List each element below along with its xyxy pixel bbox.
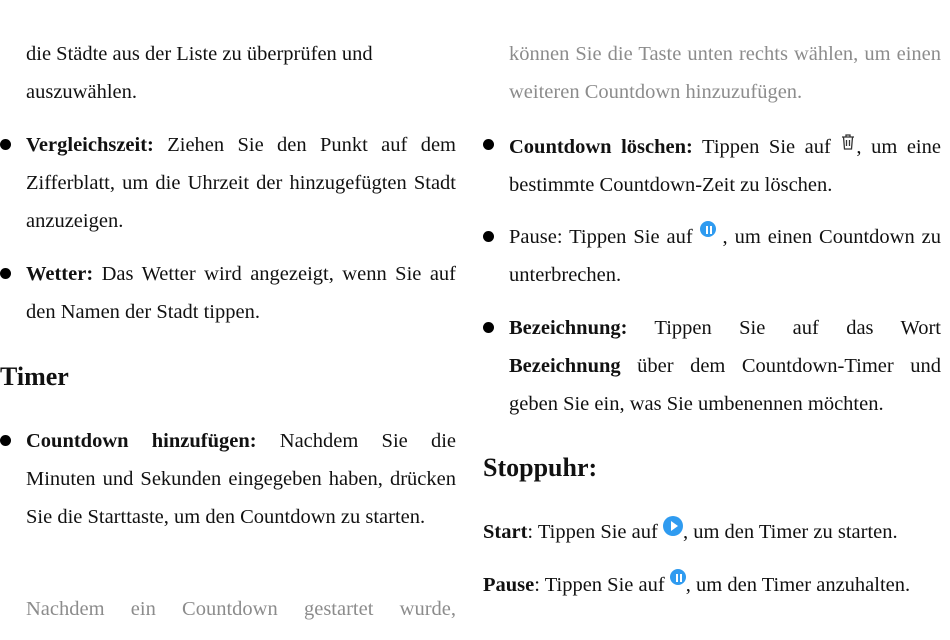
item-term: Start	[483, 521, 528, 543]
play-circle-icon[interactable]	[663, 516, 683, 536]
bullet-wetter	[26, 255, 456, 331]
intro-paragraph	[26, 35, 456, 111]
bullet-text: über dem Countdown-Timer und geben Sie ein, was Sie umbenennen möchten.	[509, 355, 941, 415]
bullet-dot	[0, 268, 11, 279]
bullet-dot	[483, 231, 494, 242]
trash-icon[interactable]	[840, 126, 856, 164]
bullet-bezeichnung	[509, 309, 941, 423]
section-heading-stoppuhr: Stoppuhr:	[483, 453, 598, 482]
bullet-dot	[483, 139, 494, 150]
pause-circle-icon[interactable]	[700, 221, 716, 237]
bullet-countdown-hinzufuegen	[26, 422, 456, 536]
item-term: Pause	[483, 574, 535, 596]
bullet-text: Pause: Tippen Sie auf	[509, 226, 700, 248]
gray-line: Nachdem ein Countdown gestartet wurde,	[26, 598, 456, 620]
section-heading-timer: Timer	[0, 362, 69, 391]
gray-paragraph	[26, 590, 456, 628]
bullet-dot	[483, 322, 494, 333]
pause-circle-icon[interactable]	[670, 569, 686, 585]
bullet-term: Wetter:	[26, 263, 94, 285]
bullet-text: , um einen Countdown zu unterbrechen.	[509, 226, 941, 286]
item-text: , um den Timer anzuhalten.	[685, 574, 911, 596]
bullet-dot	[0, 435, 11, 446]
bullet-text: Das Wetter wird angezeigt, wenn Sie auf den Namen der Stadt tippen.	[26, 263, 456, 323]
item-text: : Tippen Sie auf	[534, 574, 670, 596]
intro-line: auszuwählen.	[26, 81, 137, 103]
bullet-text: Nachdem Sie die Minuten und Sekunden eingegeben haben, drücken Sie die Starttaste, um den Countdown zu starten.	[26, 430, 456, 528]
bullet-term: Countdown hinzufügen:	[26, 430, 257, 452]
bullet-dot	[0, 139, 11, 150]
bullet-pause	[509, 218, 941, 294]
item-text: : Tippen Sie auf	[527, 521, 663, 543]
bullet-countdown-loeschen	[509, 126, 941, 204]
gray-text: können Sie die Taste unten rechts wählen, um einen weiteren Countdown hinzuzufügen.	[509, 43, 941, 103]
bullet-term: Bezeichnung	[509, 355, 621, 377]
bullet-term: Bezeichnung:	[509, 317, 628, 339]
bullet-term: Vergleichszeit:	[26, 134, 154, 156]
bullet-text: Tippen Sie auf	[692, 136, 841, 158]
item-text: , um den Timer zu starten.	[682, 521, 898, 543]
bullet-term: Countdown löschen:	[509, 136, 693, 158]
gray-continuation	[509, 35, 941, 111]
intro-line: die Städte aus der Liste zu überprüfen und	[26, 43, 373, 65]
bullet-text: , um eine bestimmte Countdown-Zeit zu löschen.	[509, 136, 941, 196]
bullet-text: Ziehen Sie den Punkt auf dem Zifferblatt, um die Uhrzeit der hinzugefügten Stadt anzuzeigen.	[26, 134, 456, 232]
stoppuhr-start	[483, 513, 941, 551]
stoppuhr-pause	[483, 566, 941, 604]
bullet-vergleichszeit	[26, 126, 456, 240]
bullet-text: Tippen Sie auf das Wort	[627, 317, 941, 339]
